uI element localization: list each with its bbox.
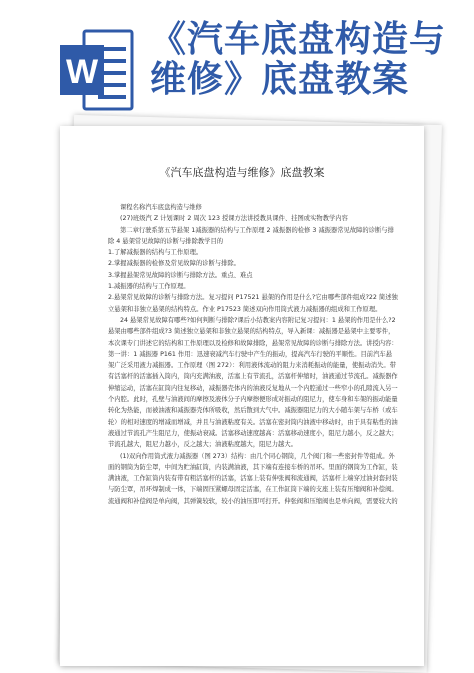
document-paragraph: (27)班级汽 Z 计划课时 2 周次 123 授课方法讲授教具课件、挂图或实物教学内容	[120, 215, 348, 223]
document-paragraph: 3.掌握悬架常见故障的诊断与排除方法。重点、难点	[108, 271, 253, 279]
document-paragraph: 2.悬架常见故障的诊断与排除方法。复习提问 P17521 悬架的作用是什么?它由哪些部件组成?22 简述独立悬架和非独立悬架的结构特点。作业 P17523 简述双向作用筒式液力减振器的组成和工作原理。	[108, 294, 398, 313]
document-paragraph: (1)双向作用筒式液力减振器（图 273）结构：由几个同心钢筒，几个阀门和一些密封件等组成。外面的钢筒为防尘罩，中间为贮油缸筒，内装满油液，其下端有连接车桥的吊环。里面的钢筒为工作缸，装满油液，工作缸筒内装有带有粗活塞杆的活塞，活塞上装有伸张阀和流通阀，活塞杆上端穿过油封套封装与防尘罩，吊环焊制成一体，下端固压紧螺母固定活塞，在工作缸筒下端的支座上装有压缩阀和补偿阀。流通阀和补偿阀是单向阀，其弹簧较软，较小的油压即可打开。伸张阀和压缩阀也是单向阀，需要较大的	[108, 452, 398, 505]
word-document-icon	[58, 27, 134, 113]
banner-title	[150, 20, 470, 100]
document-title: 《汽车底盘构造与维修》底盘教案	[159, 166, 325, 179]
document-paragraph: 24 悬架常见故障有哪些?如何判断与排除?课后小结教案内容附记复习提问：1 悬架的作用是什么?2 悬架由哪些部件组成?3 简述独立悬架和非独立悬架的结构特点，导入新课：减振器是悬架中主要零件，本次课专门讲述它的结构和工作原理以及检修和故障排除，悬架常见故障的诊断与排除方法。讲授内容：第一讲：1 减振器 P161 作用：迅速衰减汽车行驶中产生的振动，提高汽车行驶的平顺性。目前汽车悬架广泛采用液力减振器。工作原理（图 272）：利用液体流动的阻力来消耗振动的能量，使振动消失。带有活塞杆的活塞插入筒内，筒内充满油液，活塞上有节流孔，活塞杆伸缩时，油液通过节流孔。减振器作伸缩运动，活塞在缸筒内往复移动，减振器壳体内的油液反复地从一个内腔通过一些窄小的孔隙流入另一个内腔。此时，孔壁与油液间的摩擦及液体分子内摩擦便形成对振动的阻尼力，使车身和车架的振动能量转化为热能，而被油液和减振器壳体所吸收，然后散到大气中。减振器阻尼力的大小随车架与车桥（或车轮）的相对速度的增减而增减，并且与油液粘度有关。活塞在密封筒内油液中移动时，由于具有粘性的油液通过节流孔产生阻尼力，使振动衰减。活塞移动速度越高：活塞移动速度小，阻尼力越小，反之越大；节流孔越大，阻尼力越小，反之越大；油液粘度越大，阻尼力越大。	[108, 316, 398, 449]
document-paragraph: 2.掌握减振器的检修及常见故障的诊断与排除。	[108, 260, 240, 268]
banner	[0, 0, 474, 118]
document-paragraph: 课程名称汽车底盘构造与维修	[120, 204, 202, 211]
banner-title-line-2: 维修》底盘教案	[150, 59, 410, 100]
word-icon-letter: W	[65, 53, 99, 91]
document-paragraph: 1.了解减振器的结构与工作原理。	[108, 249, 203, 257]
document-page	[60, 126, 424, 666]
document-body	[108, 202, 398, 507]
document-paragraph: 第二章行驶系第五节悬架 1减振器的结构与工作原理 2 减振器的检修 3 减振器常见故障的诊断与排除 4 悬架常见故障的诊断与排除教学目的	[108, 226, 394, 245]
banner-title-line-1: 《汽车底盘构造与	[150, 19, 447, 60]
document-paragraph: 1.减振器的结构与工作原理。	[108, 283, 190, 291]
